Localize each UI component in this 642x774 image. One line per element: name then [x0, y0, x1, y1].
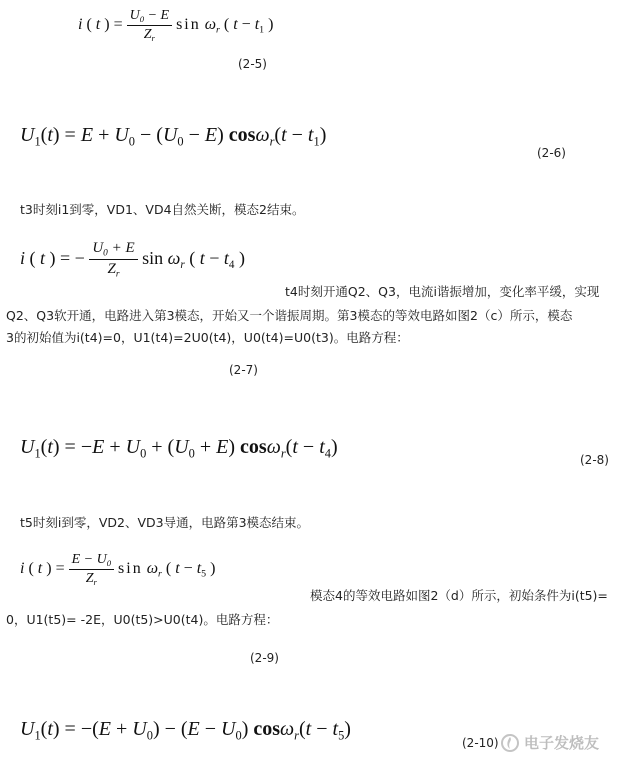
equation-number-2-7: (2-7): [229, 363, 258, 377]
watermark: [500, 732, 599, 753]
equation-number-2-10: (2-10): [462, 736, 499, 750]
equation-number-2-9: (2-9): [250, 651, 279, 665]
paragraph-mode4-intro: 模态4的等效电路如图2（d）所示，初始条件为i(t5)=: [310, 588, 608, 603]
equation-number-2-6: (2-6): [537, 146, 566, 160]
equation-current-t4: i ( t ) = − $\frac{U_0 + E}{Z_r}$ $\sin \omega_r$ ( $t - t_4$ ): [20, 240, 245, 280]
equation-2-8: $U_1(t) = -E + U_0 + (U_0 + E) \cos\omega_r(t - t_4)$: [20, 436, 338, 461]
paragraph-mode3-end: t5时刻i到零，VD2、VD3导通，电路第3模态结束。: [20, 515, 310, 530]
paragraph-mode3-line3: 3的初始值为i(t4)=0，U1(t4)=2U0(t4)，U0(t4)=U0(t3)。电路方程：: [6, 330, 409, 345]
equation-2-5: i ( t ) = $\frac{U_0 - E}{Z_r}$ $\sin \omega_r$ ( $t - t_1$ ): [78, 8, 274, 44]
equation-current-t5: i ( t ) = $\frac{E - U_0}{Z_r}$ $\sin \omega_r$ ( $t - t_5$ ): [20, 552, 216, 588]
paragraph-text: t3时刻i1到零，VD1、VD4自然关断，模态2结束。: [20, 202, 305, 217]
flame-logo-icon: [500, 733, 520, 753]
equation-2-6: $U_1(t) = E + U_0 - (U_0 - E) \cos\omega_r(t - t_1)$: [20, 124, 327, 149]
watermark-text: 电子发烧友: [524, 734, 600, 752]
equation-number-2-8: (2-8): [580, 453, 609, 467]
equation-number-2-5: (2-5): [238, 57, 267, 71]
paragraph-mode3-line2: Q2、Q3软开通，电路进入第3模态，开始又一个谐振周期。第3模态的等效电路如图2（c）所示，模态: [6, 308, 573, 323]
paragraph-mode3-intro: t4时刻开通Q2、Q3，电流i谐振增加，变化率平缓，实现: [285, 284, 600, 299]
paragraph-mode2-end: [20, 200, 305, 218]
equation-2-10: $U_1(t) = -(E + U_0) - (E - U_0) \cos\omega_r(t - t_5)$: [20, 718, 351, 743]
paragraph-mode4-line2: 0，U1(t5)= -2E，U0(t5)>U0(t4)。电路方程：: [6, 612, 279, 627]
